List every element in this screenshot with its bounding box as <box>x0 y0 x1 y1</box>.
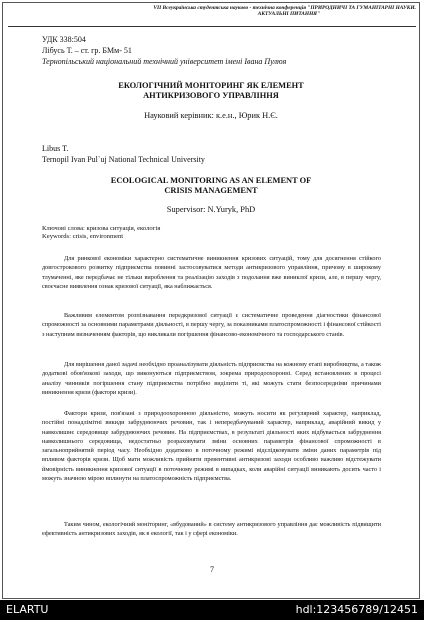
author-en: Libus T. <box>42 144 69 153</box>
header-line-2: АКТУАЛЬНІ ПИТАННЯ" <box>257 11 320 18</box>
page-number: 7 <box>210 565 214 574</box>
paragraph-4: Фактори кризи, пов'язані з природоохоронною діяльністю, можуть носити як регулярний характер, наприклад, постійні понадлімітні викиди забруднюючих речовин, так і непередбачуваний характер, наприклад, аварійний викид у навколишнє середовище забруднюючих речовин. На підприємствах, в результаті діяльності яких відбувається забруднення навколишнього середовища, недостатньо розраховувати зміни основних параметрів фінансової спроможності в загальноприйнятий період часу. Необхідно додатково в поточному режимі відслідковувати зміни даних параметрів під впливом факторів кризи. Щоб мати можливість прийняти превентивні антикризові заходи особливо важливо відстежувати ймовірність виникнення кризової ситуації в поточному режимі в випадках, коли аварійні ситуації виникають досить часто і можуть значною мірою вплинути на платоспроможність підприємства. <box>42 410 381 482</box>
keywords-ua: Ключові слова: кризова ситуація, екологія <box>42 225 161 232</box>
footer-handle[interactable]: hdl:123456789/12451 <box>295 603 418 616</box>
conference-header <box>8 5 416 18</box>
supervisor-ua: Науковий керівник: к.е.н., Юрик Н.Є. <box>144 111 278 120</box>
title-en-line-1: ECOLOGICAL MONITORING AS AN ELEMENT OF <box>110 176 312 185</box>
affiliation-en: Ternopil Ivan Pul`uj National Technical University <box>42 155 205 164</box>
author-ua: Лібусь Т. – ст. гр. БМм- 51 <box>42 46 132 55</box>
footer-repository-label: ELARTU <box>6 603 49 616</box>
paragraph-5: Таким чином, екологічний моніторинг, «вбудований» в систему антикризового управління дає можливість підвищити ефективність антикризових заходів, як в екології, так і у сфері економіки. <box>42 521 381 538</box>
supervisor-en: Supervisor: N.Yuryk, PhD <box>166 205 256 214</box>
header-line-1: VIІ Всеукраїнська студентська науково - технічна конференція "ПРИРОДНИЧІ ТА ГУМАНІТАРНІ НАУКИ. <box>153 5 416 11</box>
title-ua-line-1: ЕКОЛОГІЧНИЙ МОНІТОРИНГ ЯК ЕЛЕМЕНТ <box>118 81 304 90</box>
paragraph-1: Для ринкової економіки характерно систематичне виникнення кризових ситуацій, тому для досягнення стійкого довгострокового розвитку підприємства повинні застосовуватися методи антикризового управління, причому в широкому тлумаченні, яке передбачає не тільки вироблення та реалізацію заходів з подолання вже виниклої кризи, але, в першу чергу, своєчасне виявлення ознак кризової ситуації, яка наближається. <box>42 255 381 290</box>
paragraph-2: Важливим елементом розпізнавання передкризової ситуації є систематичне проведення діагностики фінансової спроможності за основними параметрами діяльності, в першу чергу, за показниками платоспроможності і фінансової стійкості з наступним визначенням факторів, що викликали погіршення фінансово-економічного та господарського станів. <box>42 312 381 338</box>
header-divider <box>8 26 416 27</box>
affiliation-ua: Тернопільський національний технічний університет імені Івана Пулюя <box>42 57 287 66</box>
udk: УДК 338:504 <box>42 35 86 44</box>
title-en-line-2: CRISIS MANAGEMENT <box>164 186 258 195</box>
footer-bar <box>0 600 424 620</box>
title-ua-line-2: АНТИКРИЗОВОГО УПРАВЛІННЯ <box>143 91 279 100</box>
paragraph-3: Для вирішення даної задачі необхідно проаналізувати діяльність підприємства на кожному етапі виробництва, а також додаткові обов'язкові заходи, що виконуються підприємством, зокрема природоохоронні. Серед встановлених в процесі аналізу чинників погіршення стану підприємства потрібно виділити ті, які можуть стати безпосередніми причинами виникнення кризи (фактори кризи). <box>42 361 381 396</box>
keywords-en: Keywords: crisis, environment <box>42 233 124 240</box>
